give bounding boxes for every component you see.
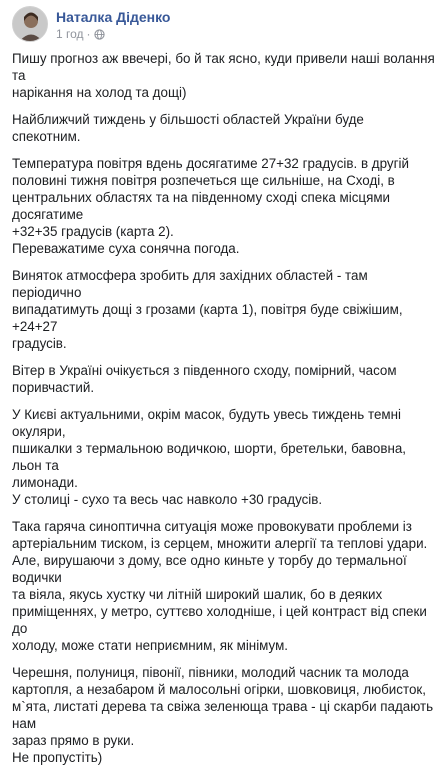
post-paragraph-6: У Києві актуальними, окрім масок, будуть увесь тиждень темні окуляри, пшикалки з термальною водичкою, шорти, бретельки, бавовна, льон та лимонади. У столиці - сухо та весь час навколо +30 градусів. bbox=[12, 407, 407, 507]
globe-icon[interactable] bbox=[94, 29, 105, 40]
post-paragraph-8: Черешня, полуниця, півонії, півники, молодий часник та молода картопля, а незабаром й малосольні огірки, шовковиця, любисток, м`ята, листаті дерева та свіжа зеленюща трава - ці скарби падають нам зараз прямо в руки. Не пропустіть) bbox=[12, 665, 434, 765]
avatar-image bbox=[13, 7, 48, 42]
meta-separator: · bbox=[86, 27, 91, 41]
post-meta bbox=[56, 9, 170, 41]
post-paragraph-2: Найближчий тиждень у більшості областей України буде спекотним. bbox=[12, 112, 364, 144]
post-paragraph-5: Вітер в Україні очікується з південного сходу, помірний, часом поривчастий. bbox=[12, 363, 397, 395]
post-subline bbox=[56, 27, 170, 41]
post-paragraph-1: Пишу прогноз аж ввечері, бо й так ясно, куди привели наші волання та нарікання на холод та дощі) bbox=[12, 51, 435, 100]
post-body bbox=[12, 50, 436, 766]
author-avatar[interactable] bbox=[12, 6, 48, 42]
post-paragraph-4: Виняток атмосфера зробить для західних областей - там періодично випадатимуть дощі з грозами (карта 1), повітря буде свіжішим, +24+27 градусів. bbox=[12, 268, 403, 351]
author-name[interactable]: Наталка Діденко bbox=[56, 9, 171, 25]
post-time[interactable]: 1 год bbox=[56, 27, 84, 41]
post-header bbox=[12, 6, 170, 42]
post-paragraph-3: Температура повітря вдень досягатиме 27+32 градусів. в другій половині тижня повітря розпечеться ще сильніше, на Сході, в центральних областях та на південному сході спека місцями досягатиме +32+35 градусів (карта 2). Переважатиме суха сонячна погода. bbox=[12, 156, 409, 256]
post-paragraph-7: Така гаряча синоптична ситуація може провокувати проблеми із артеріальним тиском, із серцем, множити алергії та теплові удари. Але, вирушаючи з дому, все одно киньте у торбу до термальної водички та віяла, якусь хустку чи літній широкий шалик, бо в деяких приміщеннях, у метро, суттєво холодніше, і цей контраст від спеки до холоду, може стати неприємним, як мінімум. bbox=[12, 519, 428, 653]
